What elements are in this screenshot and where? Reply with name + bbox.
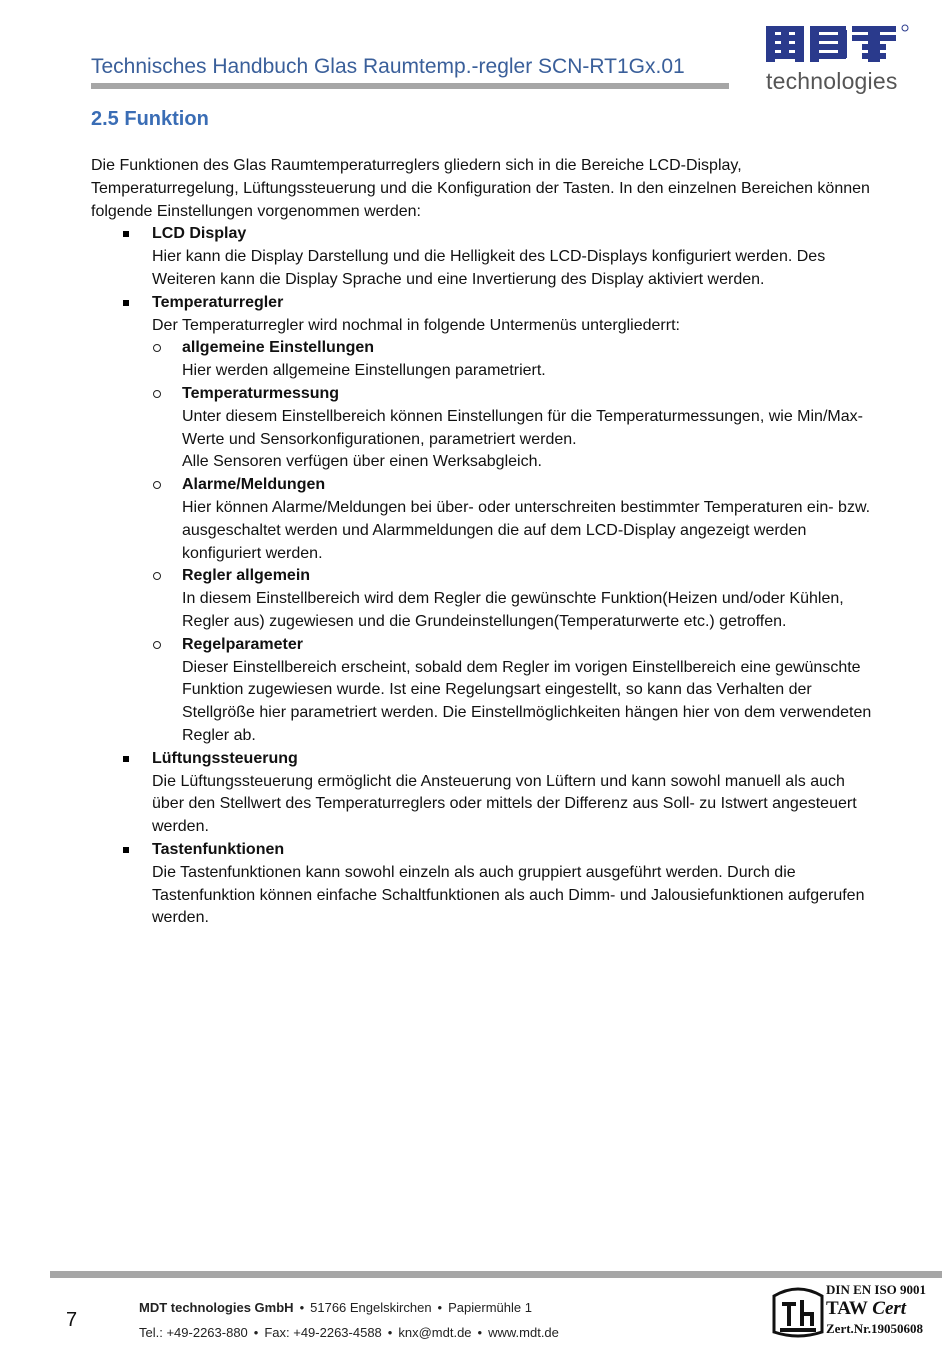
sub-list-item [182, 565, 881, 633]
subitem-title: Temperaturmessung [182, 384, 340, 402]
list-item [152, 223, 881, 291]
taw-cert-logo-icon [770, 1282, 826, 1340]
submenu-list [152, 337, 881, 747]
cert-issuer: TAW Cert [826, 1298, 907, 1319]
item-text: Die Tastenfunktionen kann sowohl einzeln als auch gruppiert ausgeführt werden. Durch die Tastenfunktion können einfache Schaltfunktionen als auch Dimm- und Jalousiefunktionen aufgerufen werden. [152, 863, 865, 927]
cert-number: Zert.Nr.19050608 [826, 1321, 924, 1336]
item-title: Temperaturregler [152, 293, 284, 311]
document-title: Technisches Handbuch Glas Raumtemp.-regler SCN-RT1Gx.01 [91, 55, 685, 78]
page-number: 7 [66, 1309, 78, 1331]
item-text: Hier kann die Display Darstellung und die Helligkeit des LCD-Displays konfiguriert werden. Des Weiteren kann die Display Sprache und eine Invertierung des Display aktiviert werden. [152, 248, 826, 288]
sub-list-item [182, 383, 881, 474]
subitem-text: Unter diesem Einstellbereich können Einstellungen für die Temperaturmessungen, wie Min/Max-Werte und Sensorkonfigurationen, parametriert werden. [182, 407, 863, 448]
company-name: MDT technologies GmbH [139, 1300, 294, 1315]
intro-paragraph: Die Funktionen des Glas Raumtemperaturreglers gliedern sich in die Bereiche LCD-Display, Temperaturregelung, Lüftungssteuerung und die Konfiguration der Tasten. In den einzelnen Bereichen können folgende Einstellungen vorgenommen werden: [91, 157, 870, 220]
company-street: Papiermühle 1 [448, 1300, 532, 1315]
section-heading: 2.5 Funktion [91, 108, 209, 130]
subitem-text: Hier können Alarme/Meldungen bei über- oder unterschreiten bestimmter Temperaturen ein- bzw. ausgeschaltet werden und Alarmmeldungen die auf dem LCD-Display angezeigt werden konfiguriert werden. [182, 498, 871, 562]
subitem-title: Regelparameter [182, 635, 303, 653]
section-content [91, 155, 881, 930]
iso-certificate [826, 1282, 926, 1338]
item-text: Der Temperaturregler wird nochmal in folgende Untermenüs untergliederrt: [152, 316, 680, 334]
item-title: Lüftungssteuerung [152, 749, 298, 767]
cert-standard: DIN EN ISO 9001 [826, 1282, 927, 1297]
sub-list-item [182, 634, 881, 748]
footer-divider [50, 1271, 942, 1278]
header-divider [91, 83, 729, 89]
email-link[interactable]: knx@mdt.de [398, 1325, 472, 1340]
subitem-text: Dieser Einstellbereich erscheint, sobald dem Regler im vorigen Einstellbereich eine gewünschte Funktion zugewiesen wurde. Ist eine Regelungsart eingestellt, so kann das Verhalten der Stellgröße hier parametriert werden. Die Einstellmöglichkeiten hängen hier von dem verwendeten Regler ab. [182, 658, 872, 744]
sub-list-item [182, 474, 881, 565]
item-text: Die Lüftungssteuerung ermöglicht die Ansteuerung von Lüftern und kann sowohl manuell als auch über den Stellwert des Temperaturreglers oder mittels der Differenz aus Soll- zu Istwert angesteuert werden. [152, 772, 857, 836]
function-list [91, 223, 881, 930]
website-link[interactable]: www.mdt.de [488, 1325, 559, 1340]
list-item [152, 839, 881, 930]
subitem-title: allgemeine Einstellungen [182, 339, 375, 357]
fax-number: Fax: +49-2263-4588 [264, 1325, 382, 1340]
phone-number: Tel.: +49-2263-880 [139, 1325, 248, 1340]
subitem-text: Hier werden allgemeine Einstellungen parametriert. [182, 362, 546, 380]
company-city: 51766 Engelskirchen [310, 1300, 432, 1315]
item-title: Tastenfunktionen [152, 840, 285, 858]
item-title: LCD Display [152, 225, 247, 243]
logo-subtitle: technologies [766, 68, 898, 94]
subitem-title: Alarme/Meldungen [182, 476, 326, 494]
subitem-text: In diesem Einstellbereich wird dem Regler die gewünschte Funktion(Heizen und/oder Kühlen, Regler aus) zugewiesen und die Grundeinstellungen(Temperaturwerte etc.) getroffen. [182, 590, 844, 630]
list-item [152, 292, 881, 748]
subitem-note: Alle Sensoren verfügen über einen Werksabgleich. [182, 453, 542, 471]
sub-list-item [182, 337, 881, 383]
subitem-title: Regler allgemein [182, 567, 311, 585]
footer-contact-line: Tel.: +49-2263-880 • Fax: +49-2263-4588 • knx@mdt.de • www.mdt.de [139, 1325, 559, 1340]
list-item [152, 748, 881, 839]
footer-address-line: MDT technologies GmbH • 51766 Engelskirchen • Papiermühle 1 [139, 1300, 532, 1315]
